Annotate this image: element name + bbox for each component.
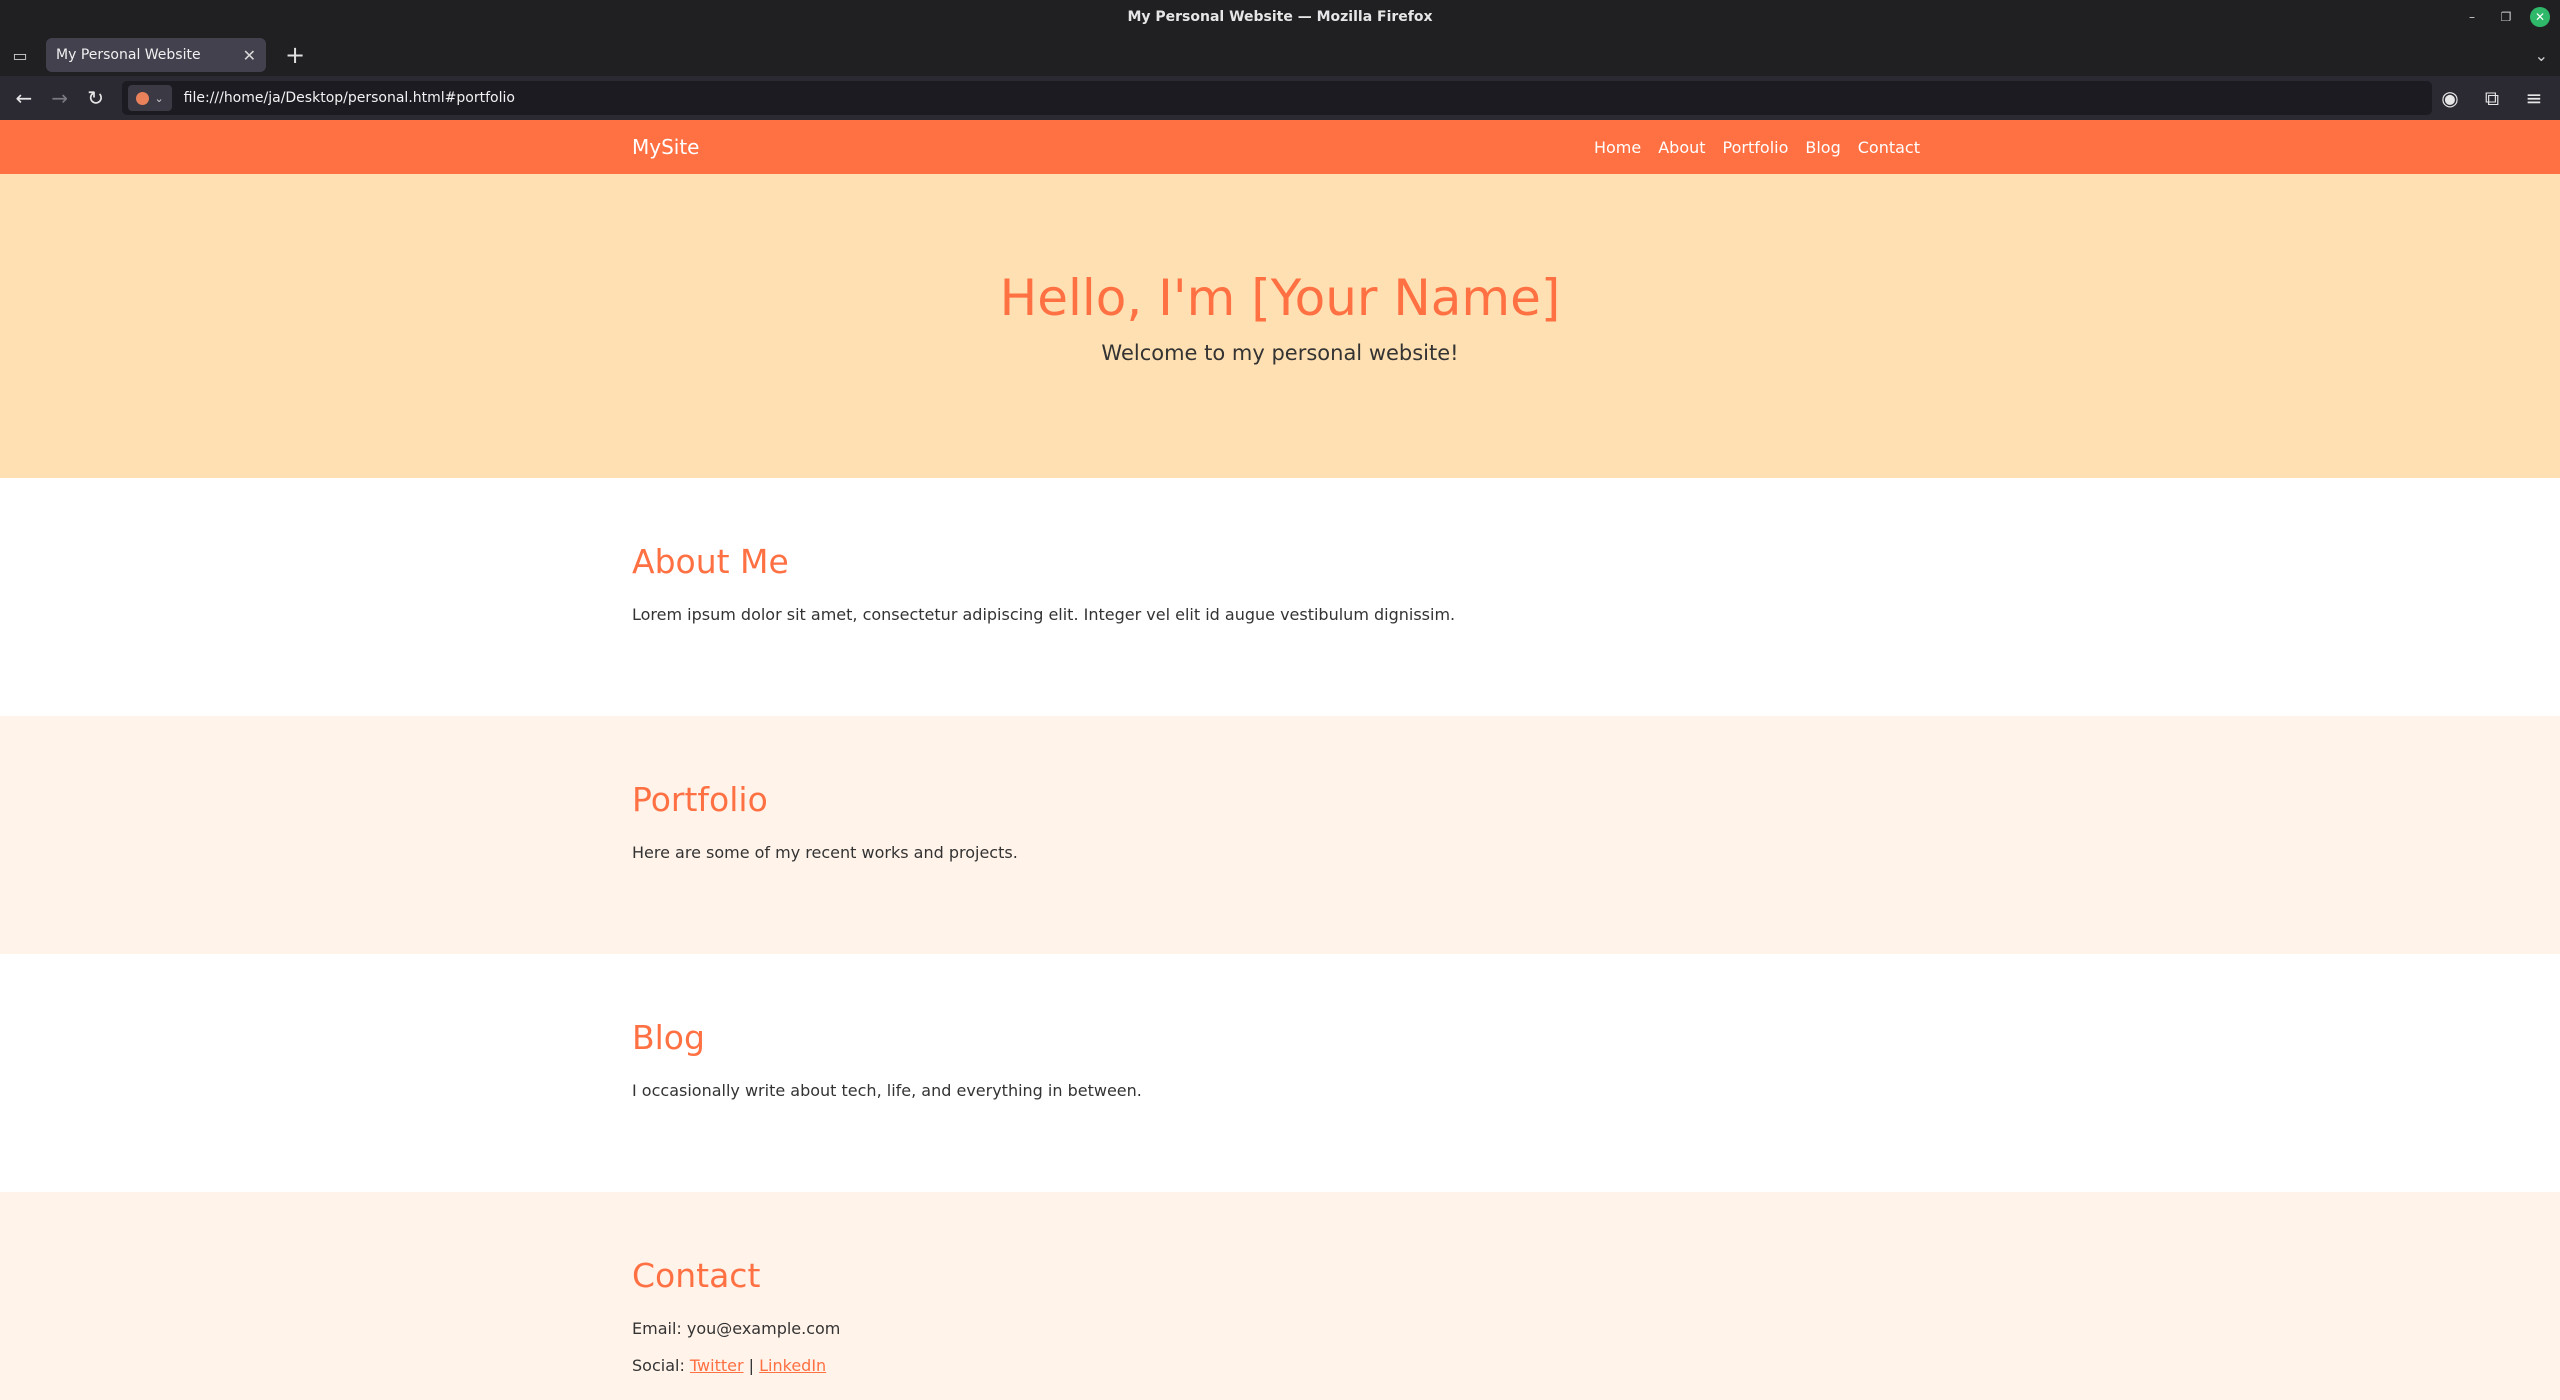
firefox-icon xyxy=(136,92,149,105)
blog-text: I occasionally write about tech, life, and everything in between. xyxy=(632,1081,1142,1100)
site-permissions-button[interactable] xyxy=(128,85,172,111)
close-window-icon[interactable]: ✕ xyxy=(2530,7,2550,27)
minimize-icon[interactable]: – xyxy=(2469,10,2475,24)
url-bar[interactable] xyxy=(122,81,2432,115)
hero-title: Hello, I'm [Your Name] xyxy=(999,269,1561,327)
contact-email: Email: you@example.com xyxy=(632,1319,841,1338)
linkedin-link[interactable]: LinkedIn xyxy=(759,1356,827,1375)
twitter-link[interactable]: Twitter xyxy=(689,1356,744,1375)
menu-icon[interactable]: ≡ xyxy=(2525,86,2543,110)
site-header xyxy=(0,120,2560,174)
window-titlebar xyxy=(0,0,2560,34)
nav-blog-link[interactable]: Blog xyxy=(1805,137,1841,157)
page-viewport xyxy=(0,120,2560,1400)
portfolio-section xyxy=(0,716,2560,954)
window-controls xyxy=(2462,0,2550,34)
url-text[interactable]: file:///home/ja/Desktop/personal.html#portfolio xyxy=(183,90,515,106)
blog-section xyxy=(0,954,2560,1192)
tab-close-icon[interactable]: ✕ xyxy=(242,45,256,65)
portfolio-heading: Portfolio xyxy=(632,780,768,819)
reload-icon[interactable]: ↻ xyxy=(87,86,105,110)
hero-subtitle: Welcome to my personal website! xyxy=(1101,341,1459,365)
contact-section xyxy=(0,1192,2560,1400)
nav-portfolio-link[interactable]: Portfolio xyxy=(1722,137,1789,157)
maximize-icon[interactable]: ❐ xyxy=(2500,10,2512,24)
site-nav xyxy=(1594,138,1920,157)
social-label: Social: xyxy=(632,1356,685,1375)
new-tab-icon[interactable]: + xyxy=(284,41,306,69)
navigation-toolbar xyxy=(0,76,2560,120)
active-tab[interactable] xyxy=(46,38,266,72)
about-section xyxy=(0,478,2560,716)
tab-title: My Personal Website xyxy=(56,47,201,63)
list-all-tabs-icon[interactable]: ⌄ xyxy=(2534,45,2548,65)
back-icon[interactable]: ← xyxy=(15,86,33,110)
nav-home-link[interactable]: Home xyxy=(1593,137,1642,157)
nav-contact-link[interactable]: Contact xyxy=(1857,137,1920,157)
toolbar-right xyxy=(2432,80,2560,116)
extensions-icon[interactable]: ⧉ xyxy=(2484,86,2500,110)
contact-heading: Contact xyxy=(632,1256,761,1295)
chevron-down-icon: ⌄ xyxy=(154,91,164,105)
forward-icon[interactable]: → xyxy=(51,86,69,110)
about-text: Lorem ipsum dolor sit amet, consectetur adipiscing elit. Integer vel elit id augue vestibulum dignissim. xyxy=(632,605,1456,624)
hero-section xyxy=(0,174,2560,478)
firefox-view-icon[interactable]: ▭ xyxy=(12,45,28,65)
site-header-inner xyxy=(632,135,1920,159)
site-brand[interactable]: MySite xyxy=(632,135,700,159)
social-separator: | xyxy=(748,1356,755,1375)
nav-about-link[interactable]: About xyxy=(1658,137,1706,157)
tab-bar xyxy=(0,34,2560,76)
about-heading: About Me xyxy=(632,542,789,581)
portfolio-text: Here are some of my recent works and projects. xyxy=(632,843,1018,862)
contact-social xyxy=(632,1356,2560,1375)
blog-heading: Blog xyxy=(632,1018,705,1057)
account-icon[interactable]: ◉ xyxy=(2441,86,2459,110)
window-title: My Personal Website — Mozilla Firefox xyxy=(1127,9,1433,25)
